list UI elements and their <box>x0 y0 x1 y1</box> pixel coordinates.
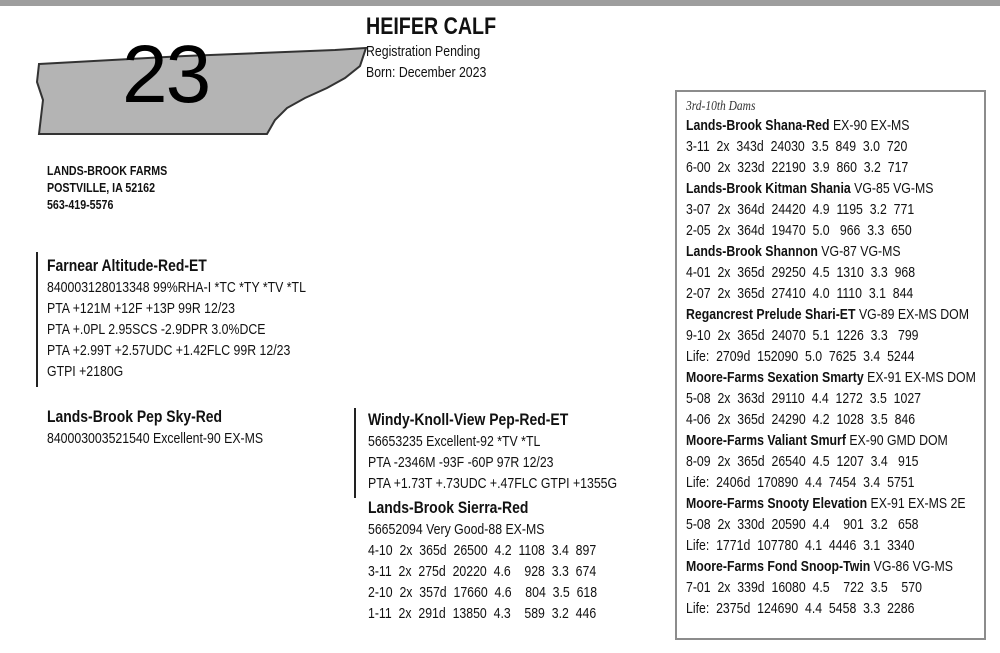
dam-entry <box>686 493 976 514</box>
dam-entry-score: VG-89 EX-MS DOM <box>855 306 969 323</box>
sire-line: 840003128013348 99%RHA-I *TC *TY *TV *TL <box>47 279 306 296</box>
dam-entry <box>686 556 976 577</box>
dam-entry-name: Lands-Brook Kitman Shania <box>686 180 851 197</box>
maternal-granddam-block <box>368 497 597 624</box>
granddam-record: 4-10 2x 365d 26500 4.2 1108 3.4 897 <box>368 542 597 559</box>
dam-record: 3-11 2x 343d 24030 3.5 849 3.0 720 <box>686 138 908 155</box>
granddam-record: 2-10 2x 357d 17660 4.6 804 3.5 618 <box>368 584 598 601</box>
dam-entry <box>686 430 976 451</box>
dam-block <box>47 406 263 449</box>
dam-record: 5-08 2x 363d 29110 4.4 1272 3.5 1027 <box>686 390 922 407</box>
dam-entry <box>686 367 976 388</box>
dam-entry <box>686 178 976 199</box>
dam-entry-score: EX-91 EX-MS 2E <box>867 495 966 512</box>
dam-entry <box>686 115 976 136</box>
dams-box <box>675 90 986 640</box>
dam-record: Life: 2709d 152090 5.0 7625 3.4 5244 <box>686 348 915 365</box>
grandsire-line: PTA -2346M -93F -60P 97R 12/23 <box>368 454 554 471</box>
maternal-grandsire-name: Windy-Knoll-View Pep-Red-ET <box>368 410 569 429</box>
animal-type: HEIFER CALF <box>366 13 497 40</box>
dam-entry-score: VG-87 VG-MS <box>817 243 901 260</box>
registration-status: Registration Pending <box>366 43 481 60</box>
dam-record: Life: 1771d 107780 4.1 4446 3.1 3340 <box>686 537 915 554</box>
sire-divider <box>36 252 38 387</box>
granddam-line: 56652094 Very Good-88 EX-MS <box>368 521 545 538</box>
dam-record: 4-01 2x 365d 29250 4.5 1310 3.3 968 <box>686 264 916 281</box>
birth-date: Born: December 2023 <box>366 64 487 81</box>
grandsire-line: PTA +1.73T +.73UDC +.47FLC GTPI +1355G <box>368 475 618 492</box>
dams-box-header: 3rd-10th Dams <box>686 99 756 114</box>
dam-record: 2-07 2x 365d 27410 4.0 1110 3.1 844 <box>686 285 914 302</box>
dam-entry <box>686 304 976 325</box>
sire-line: PTA +2.99T +2.57UDC +1.42FLC 99R 12/23 <box>47 342 291 359</box>
dam-entry <box>686 241 976 262</box>
maternal-granddam-name: Lands-Brook Sierra-Red <box>368 498 529 517</box>
sire-name: Farnear Altitude-Red-ET <box>47 256 207 275</box>
grandsire-divider <box>354 408 356 498</box>
dam-entry-name: Moore-Farms Snooty Elevation <box>686 495 868 512</box>
dam-entry-name: Regancrest Prelude Shari-ET <box>686 306 856 323</box>
consignor-city: POSTVILLE, IA 52162 <box>47 180 156 195</box>
dam-entry-score: VG-86 VG-MS <box>870 558 953 575</box>
sire-block <box>47 255 306 382</box>
dam-record: 4-06 2x 365d 24290 4.2 1028 3.5 846 <box>686 411 916 428</box>
sire-line: PTA +.0PL 2.95SCS -2.9DPR 3.0%DCE <box>47 321 266 338</box>
dam-entry-score: EX-90 GMD DOM <box>845 432 948 449</box>
granddam-record: 3-11 2x 275d 20220 4.6 928 3.3 674 <box>368 563 597 580</box>
consignor-block <box>47 162 167 213</box>
dam-entry-score: VG-85 VG-MS <box>850 180 934 197</box>
sire-line: GTPI +2180G <box>47 363 124 380</box>
dam-entry-score: EX-90 EX-MS <box>829 117 910 134</box>
dam-entry-name: Moore-Farms Fond Snoop-Twin <box>686 558 871 575</box>
sire-line: PTA +121M +12F +13P 99R 12/23 <box>47 300 235 317</box>
dam-entry-name: Moore-Farms Valiant Smurf <box>686 432 846 449</box>
dam-record: Life: 2375d 124690 4.4 5458 3.3 2286 <box>686 600 915 617</box>
dam-entry-score: EX-91 EX-MS DOM <box>863 369 976 386</box>
dam-entry-name: Moore-Farms Sexation Smarty <box>686 369 864 386</box>
maternal-grandsire-block <box>368 409 617 494</box>
dam-line: 840003003521540 Excellent-90 EX-MS <box>47 430 264 447</box>
dam-record: 8-09 2x 365d 26540 4.5 1207 3.4 915 <box>686 453 919 470</box>
consignor-name: LANDS-BROOK FARMS <box>47 163 168 178</box>
dams-box-content <box>686 99 976 619</box>
lot-number: 23 <box>122 29 210 120</box>
dam-record: 9-10 2x 365d 24070 5.1 1226 3.3 799 <box>686 327 919 344</box>
dam-record: 6-00 2x 323d 22190 3.9 860 3.2 717 <box>686 159 909 176</box>
grandsire-line: 56653235 Excellent-92 *TV *TL <box>368 433 541 450</box>
dam-record: 7-01 2x 339d 16080 4.5 722 3.5 570 <box>686 579 922 596</box>
dam-record: 2-05 2x 364d 19470 5.0 966 3.3 650 <box>686 222 912 239</box>
dam-entry-name: Lands-Brook Shana-Red <box>686 117 830 134</box>
dam-record: 3-07 2x 364d 24420 4.9 1195 3.2 771 <box>686 201 915 218</box>
top-border <box>0 0 1000 6</box>
dam-name: Lands-Brook Pep Sky-Red <box>47 407 223 426</box>
dam-entry-name: Lands-Brook Shannon <box>686 243 818 260</box>
dam-record: Life: 2406d 170890 4.4 7454 3.4 5751 <box>686 474 915 491</box>
consignor-phone: 563-419-5576 <box>47 197 114 212</box>
dam-record: 5-08 2x 330d 20590 4.4 901 3.2 658 <box>686 516 919 533</box>
granddam-record: 1-11 2x 291d 13850 4.3 589 3.2 446 <box>368 605 597 622</box>
